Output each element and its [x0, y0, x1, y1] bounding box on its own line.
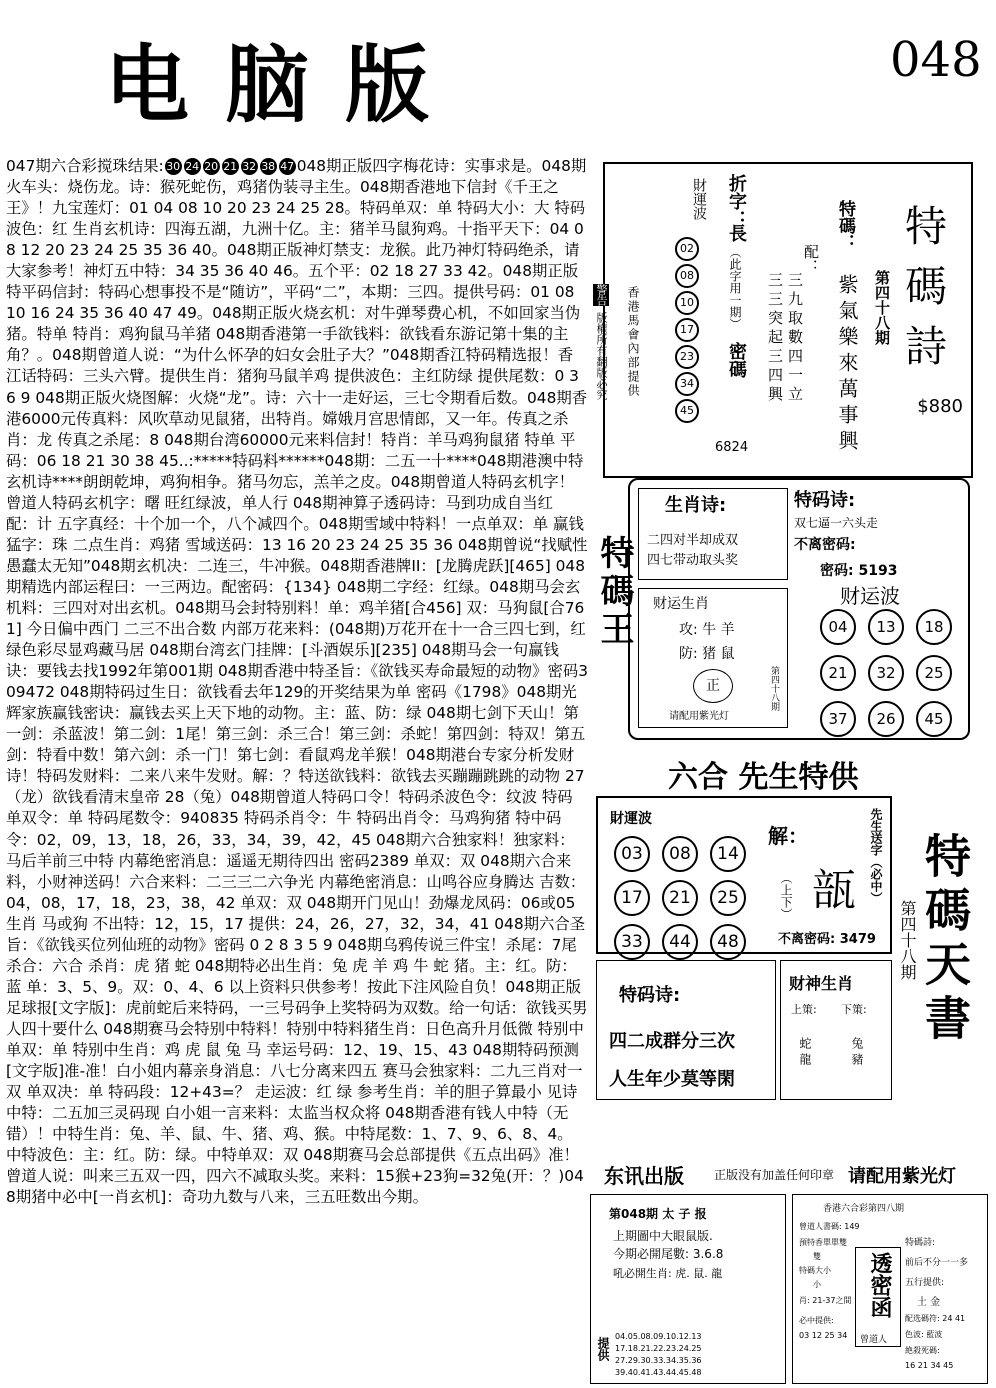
caiyun-shengxiao-title: 财运生肖	[653, 596, 709, 612]
number-ball: 08	[662, 836, 698, 872]
number-ball: 37	[820, 701, 856, 737]
number-ball: 45	[916, 701, 952, 737]
publisher: 东讯出版	[604, 1164, 684, 1188]
page-title: 电脑版	[105, 35, 466, 134]
poem-code: 6824	[715, 440, 749, 455]
taizi-provide: 提供	[596, 1337, 610, 1361]
tema-wang-footer: 请配用紫光灯	[669, 711, 729, 722]
chaizi-tail: 密碼	[726, 342, 747, 378]
touqi-header: 香港六合彩第四八期	[823, 1204, 905, 1214]
touqi-a5v: 03 12 25 34	[799, 1331, 848, 1340]
number-ball: 32	[868, 655, 904, 691]
shengxiao-title: 生肖诗:	[665, 495, 727, 516]
number-ball: 45	[675, 399, 699, 423]
number-ball: 17	[675, 318, 699, 342]
liuhe-numbers	[608, 832, 752, 964]
taizi-line3: 吼必開生肖: 虎. 鼠. 龍	[613, 1267, 723, 1280]
number-ball: 48	[710, 924, 746, 960]
number-ball: 44	[662, 924, 698, 960]
touqi-center-sub: 曾道人	[860, 1335, 888, 1345]
caishen-box	[780, 960, 892, 1100]
liuhe-poem-box	[596, 960, 776, 1100]
touqi-r4: 配选碼符: 24 41	[905, 1314, 966, 1323]
tema-poem-line2: 不离密码:	[794, 537, 856, 553]
touqi-a5: 必中提供:	[799, 1316, 834, 1325]
result-balls	[164, 157, 297, 175]
jie-note: （上下）	[779, 872, 793, 920]
number-ball: 03	[614, 836, 650, 872]
warn-tag: 警告	[595, 284, 608, 306]
touqi-a3: 特碼大小	[799, 1266, 831, 1275]
number-ball: 38	[261, 160, 276, 173]
liuhe-title: 六合 先生特供	[668, 760, 859, 795]
stamp-text: 正	[706, 678, 720, 694]
number-ball: 21	[662, 880, 698, 916]
number-ball: 14	[710, 836, 746, 872]
touqi-r6: 絶殺死碼:	[905, 1346, 940, 1355]
shang-label: 上策:	[791, 1003, 817, 1016]
buli-mima: 不离密码: 3479	[778, 932, 876, 947]
caishen-title: 财神生肖	[789, 974, 854, 993]
touqi-r3: 五行提供:	[905, 1278, 945, 1288]
liuhe-box	[596, 796, 892, 954]
number-ball: 30	[166, 160, 181, 173]
big-char: 瓿	[812, 865, 856, 916]
touqi-a1: 曾道人書碼: 149	[799, 1222, 860, 1231]
number-ball: 13	[868, 609, 904, 645]
jie-label: 解：	[768, 824, 808, 848]
number-ball: 25	[710, 880, 746, 916]
touqi-r3v: 土 金	[917, 1297, 941, 1308]
issue-number: 048	[890, 32, 982, 88]
number-ball: 02	[675, 237, 699, 261]
shengxiao-box	[638, 488, 788, 580]
poem-price: $880	[917, 396, 963, 417]
taizi-line2: 今期必開尾數: 3.6.8	[613, 1247, 724, 1261]
number-ball: 25	[916, 655, 952, 691]
number-ball: 32	[242, 160, 257, 173]
touqi-a2v: 雙	[813, 1252, 821, 1261]
touqi-box	[792, 1194, 988, 1384]
touqi-a3v: 小	[813, 1280, 821, 1289]
liuhe-caiyun-title: 財運波	[610, 811, 652, 827]
poem-pei-label: 配：	[802, 244, 820, 274]
number-ball: 18	[916, 609, 952, 645]
tema-wang-issue: 第四十八期	[769, 666, 779, 711]
chaizi-label: 折字：	[726, 174, 747, 228]
tema-poem-title: 特码诗:	[794, 490, 856, 511]
touqi-center	[855, 1247, 901, 1347]
touqi-a2: 預特香單單雙	[799, 1238, 847, 1247]
touqi-r1: 特碼詩:	[905, 1238, 936, 1248]
poem-pei-1: 三九取數四一立	[786, 272, 804, 405]
shang-value: 蛇 龍	[798, 1037, 812, 1065]
touqi-r2: 前后不分一一多	[905, 1258, 969, 1268]
taizi-line1: 上期圖中大眼鼠版.	[613, 1229, 713, 1243]
tema-wang-title: 特碼王	[594, 535, 634, 649]
fang-line: 防: 猪 鼠	[679, 646, 735, 662]
number-ball: 21	[820, 655, 856, 691]
gong-line: 攻: 牛 羊	[679, 622, 735, 638]
poem-text: 紫氣樂來萬事興	[835, 274, 859, 456]
left-text-column	[6, 156, 588, 1208]
xia-label: 下策:	[841, 1003, 867, 1016]
number-ball: 23	[675, 345, 699, 369]
number-ball: 04	[820, 609, 856, 645]
number-ball: 47	[280, 160, 295, 173]
taizi-box	[590, 1194, 786, 1384]
number-ball: 26	[868, 701, 904, 737]
taizi-nums: 04.05.08.09.10.12.13 17.18.21.22.23.24.25 27.29.30.33.34.35.36 39.40.41.43.44.45.48	[615, 1332, 702, 1377]
body-text: 048期正版四字梅花诗：实事求是。048期火车头：烧伤龙。诗：猴死蛇伤，鸡猪伪装寻主生。048期香港地下信封《千王之王》！九宝莲灯：01 04 08 10 20 23 24 25 28。特码单双：单 特码大小：大 特码波色：红 生肖玄机诗：四海五湖，九洲十亿。主：猪羊马鼠狗鸡。十指平天下：04 08 12 20 23 24 25 35 36 40。048期正版神灯禁支：龙猴。此乃神灯特码绝杀，请大家参考！神灯五中特：34 35 36 40 46。五个平：02 18 27 33 42。048期正版特平码信封：特码心想事投不是“随访”，平码“二”，本期：三四。提供号码：01 08 10 16 24 35 36 40 47 49。048期正版火烧玄机：对牛弹琴费心机，不如回家当伪猪。特单 特肖：鸡狗鼠马羊猪 048期香港第一手欲钱料：欲钱看东游记第十集的主角？。048期曾道人说：“为什么怀孕的妇女会肚子大？”048期香江特码精选报！香江话特码：三头六臂。提供生肖：猪狗马鼠羊鸡 提供波色：主红防绿 提供尾数：0 3 6 9 048期正版火烧图解：火烧“龙”。诗：六十一走好运，三七令期看后数。048期香港6000元传真料：风吹草动见鼠猪，出特肖。嫦娥月宫思情郎，又一年。传真之杀肖：龙 传真之杀尾：8 048期台湾60000元来料信封！特肖：羊马鸡狗鼠猪 特单 平码：06 18 21 30 38 45..:*****特码料******048期：二五一十****048期港澳中特玄机诗****朗朗乾坤，鸡狗相争。猪马勿忘，羔羊之皮。048期曾道人特码玄机字！曾道人特码玄机字：曙 旺红绿波，单人行 048期神算子透码诗：马到功成自当红 配：计 五字真经：十个加一个，八个减四个。048期雪域中特料！一点单双：单 赢钱猛字：珠 二点生肖：鸡猪 雪域送码：13 16 20 23 24 25 35 36 048期曾说“找赋性愚蠢太无知”048期玄机决：二连三，牛冲猴。048期香港牌II：[龙腾虎跃][465] 048期精选内部运程曰：一三两边。配密码：{134} 048期二字经：红绿。048期马会玄机料：三四对对出玄机。048期马会封特别料！单：鸡羊猪[合456] 双：马狗鼠[合761] 今日偏中西门 二三不出合数 内部万花来料：(048期)万花开在十一合三四七到，红绿色彩尽显鸡藏马居 048期台湾玄门挂牌：[斗酒娱乐][235] 048期马会一句赢钱诀：要钱去找1992年第001期 048期香港中特圣旨：《欲钱买寿命最短的动物》密码309472 048期特码过生日：欲钱看去年129的开奖结果为单 密码《1798》048期光辉家族赢钱密诀：赢钱去买上天下地的动物。主：蓝、防：绿 048期七剑下天山！第一剑：杀蓝波！第二剑：1尾！第三剑：杀三合！第三剑：杀蛇！第四剑：特双！第五剑：特看中数！第六剑：杀一门！第七剑：看鼠鸡龙羊猴！048期港台专家分析发财诗！特码发财料：二来八来牛发财。解：？特送欲钱料：欲钱去买蹦蹦跳跳的动物 27（龙）欲钱看清末皇帝 28（兔）048期曾道人特码口令！特码杀波色令：纹波 特码单双令：单 特码尾数令：940835 特码杀肖令：牛 特码出肖令：马鸡狗猪 特中码令：02，09，13，18，26，33，34，39，42，45 048期六合独家料！独家料：马后羊前三中特 内幕绝密消息：遥遥无期待四出 密码2389 单双：双 048期六合来料，小财神送码！六合来料：二三三二六争光 内幕绝密消息：山鸣谷应身腾达 吉数：04，08，17，18，23，38，42 单双：双 048期开门见山！劲爆龙凤码：06或05 生肖 马或狗 不出特：12，15，17 提供：24，26，27，32，34，41 048期六合圣旨：《欲钱买位列仙班的动物》密码 0 2 8 3 5 9 048期乌鸦传说三件宝！杀尾：7尾 杀合：六合 杀肖：虎 猪 蛇 048期特必出生肖：兔 虎 羊 鸡 牛 蛇 猪。主：红。防：蓝 单：3、5、9。双：0、4、6 以上资料只供参考！按此下注风险自负！048期正版足球报[文字版]：虎前蛇后来特码，一三号码争上奖特码为双数。给一句话：欲钱买男人四十要什么 048期赛马会特别中特料！特别中特料猪生肖：日色高升月低微 特别中单双：单 特别中生肖：鸡 虎 鼠 兔 马 幸运号码：12、19、15、43 048期特码预测[文字版]准-准！白小姐内幕亲身消息：八七分离来四五 赛马会独家料：二九三肖对一双 单双决：单 特码段：12+43=？ 走运波：红 绿 参考生肖：羊的胆子算最小 见诗中特：二五加三灵码现 白小姐一言来料：太监当权众将 048期香港有钱人中特（无错）！中特生肖：兔、羊、鼠、牛、猪、鸡、猴。中特尾数：1、7、9、6、8、4。中特波色：主：红。防：绿。中特单双：双 048期赛马会总部提供《五点出码》准！曾道人说：叫来三五双一四，四六不减取头奖。来料：15猴+23狗=32兔(开：？)048期猪中必中[一肖玄机]：奇功九数与八来，三五旺数出今期。	[6, 157, 589, 1207]
number-ball: 10	[675, 291, 699, 315]
tianshu-title: 特碼天書	[918, 832, 972, 1048]
tema-wang-box	[628, 478, 970, 740]
tianshu-issue: 第四十八期	[898, 900, 917, 980]
results-label: 047期六合彩搅珠结果:	[6, 157, 164, 175]
xia-value: 兔 豬	[850, 1037, 864, 1065]
touqi-center-title: 透密函	[867, 1252, 892, 1318]
bo-numbers	[814, 604, 964, 742]
chaizi-note: （此字用一期）	[728, 246, 742, 330]
uv-note: 请配用紫光灯	[848, 1166, 956, 1187]
number-ball: 24	[185, 160, 200, 173]
genuine-note: 正版没有加盖任何印章	[714, 1168, 835, 1182]
bo-title: 财运波	[840, 584, 900, 608]
shengxiao-line1: 二四对半却成双	[647, 533, 739, 548]
caiyun-numbers	[675, 234, 705, 426]
shengxiao-line2: 四七带动取头奖	[647, 553, 739, 568]
warn-text: 版權所有翻版必究	[595, 312, 608, 400]
tema-mima: 密码: 5193	[820, 563, 898, 579]
side-note: 先生送字（必中）	[869, 808, 883, 904]
stamp	[693, 669, 733, 703]
touqi-r6v: 16 21 34 45	[905, 1361, 954, 1370]
number-ball: 34	[675, 372, 699, 396]
number-ball: 17	[614, 880, 650, 916]
poem-pei-2: 三三突起三四興	[766, 272, 784, 405]
number-ball: 20	[204, 160, 219, 173]
poem-source: 香港馬會內部提供	[626, 286, 640, 398]
poem-box	[595, 162, 973, 478]
taizi-title: 第048期 太 子 报	[609, 1207, 707, 1221]
number-ball: 33	[614, 924, 650, 960]
caiyun-shengxiao-box	[638, 588, 788, 728]
touqi-a4: 肖: 21-37之間	[799, 1296, 852, 1305]
number-ball: 08	[675, 264, 699, 288]
poem-tema-label: 特碼：	[835, 200, 855, 251]
caiyun-label: 財運波	[691, 178, 707, 220]
touqi-r5: 色波: 藍波	[905, 1330, 943, 1339]
poem-big-title: 特碼詩	[899, 204, 948, 384]
tema-poem-line1: 双七逼一六头走	[794, 516, 879, 530]
liuhe-tema-line2: 人生年少莫等閑	[609, 1069, 735, 1090]
chaizi-value: 長	[726, 224, 747, 242]
number-ball: 21	[223, 160, 238, 173]
poem-issue: 第四十八期	[873, 270, 891, 345]
liuhe-tema-line1: 四二成群分三次	[609, 1031, 735, 1052]
liuhe-tema-title: 特码诗:	[619, 985, 681, 1006]
